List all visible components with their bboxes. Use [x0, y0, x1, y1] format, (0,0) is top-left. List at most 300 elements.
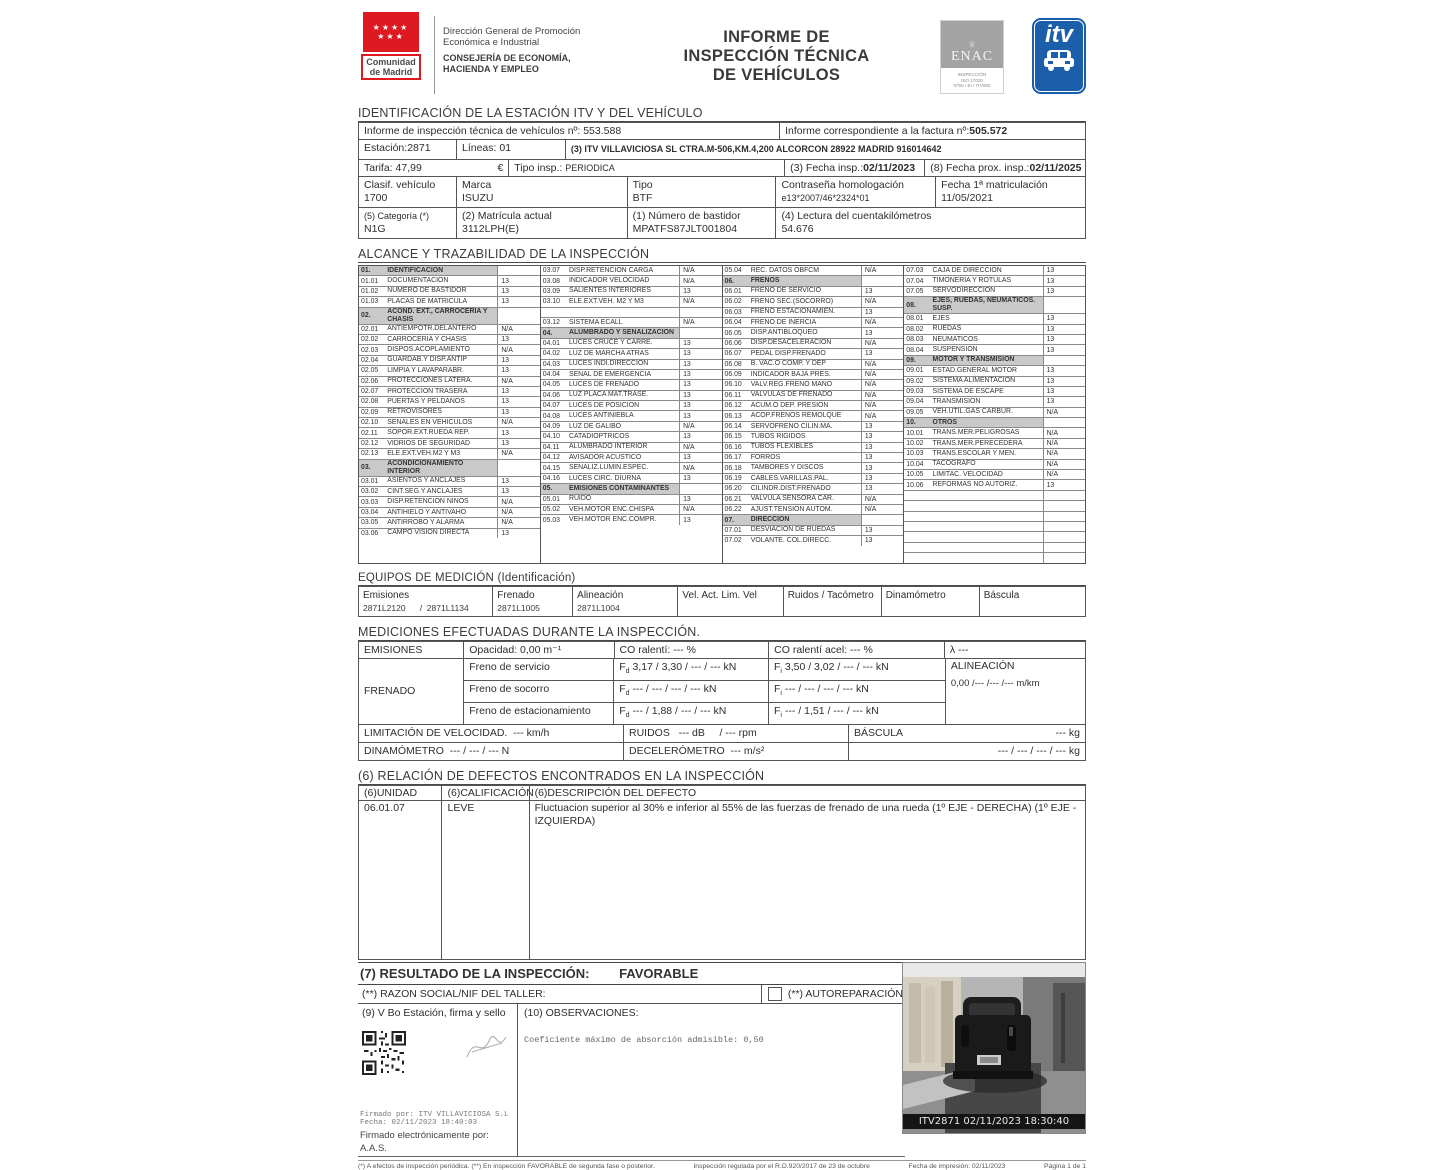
lines-label: Líneas: [462, 142, 497, 154]
item-result: N/A [497, 518, 539, 527]
alcance-item-row [904, 266, 1085, 276]
alineacion-label: ALINEACIÓN [950, 659, 1015, 672]
item-code: 01.01 [361, 277, 379, 285]
lambda-cell: λ --- [949, 643, 969, 656]
categoria-cell [359, 208, 457, 238]
co-ralenti-acel-cell: CO ralentí acel: --- % [769, 642, 945, 658]
title-line2: INSPECCIÓN TÉCNICA [683, 47, 870, 65]
item-label: LUCES DE FRENADO [568, 380, 640, 388]
equipo-value: 2871L1005 [497, 602, 540, 613]
bascula-value: --- kg [1055, 726, 1080, 739]
item-code: 08.04 [906, 346, 924, 354]
alcance-item-row [904, 335, 1085, 345]
marca-label: Marca [462, 179, 492, 191]
item-code: 08.03 [906, 336, 924, 344]
item-result: 13 [861, 536, 903, 545]
bascula2-cell: --- / --- / --- / --- kg [997, 744, 1080, 757]
item-code: 06.01 [724, 287, 742, 295]
doc-header [358, 12, 1086, 94]
clasif-cell [359, 177, 457, 207]
lines-cell [457, 140, 566, 159]
item-label: TRANS.MER.PELIGROSAS [932, 429, 1020, 437]
item-result: N/A [679, 266, 721, 275]
item-code: 06.05 [724, 329, 742, 337]
item-result: N/A [679, 297, 721, 306]
freno-fi-cell [769, 681, 945, 702]
item-label: LUCES INDI.DIRECCION [568, 360, 649, 368]
item-label: LUCES DE POSICION [568, 401, 640, 409]
item-label: CARROCERIA Y CHASIS [387, 335, 467, 343]
alcance-item-row [359, 356, 540, 366]
table-row [359, 642, 1085, 658]
equipo-emisiones-cell [359, 587, 493, 616]
item-code: 03.09 [542, 287, 560, 295]
item-code: 09.03 [906, 388, 924, 396]
item-label: DOCUMENTACION [387, 277, 449, 285]
alcance-item-row [723, 443, 904, 453]
alcance-item-row [723, 432, 904, 442]
item-result: N/A [497, 497, 539, 506]
alcance-item-row [723, 349, 904, 359]
alineacion-cell [945, 659, 1085, 724]
item-label: SISTEMA ECALL [568, 318, 623, 326]
alcance-item-row [359, 408, 540, 418]
item-code: 06.19 [724, 475, 742, 482]
equipo-dinamometro-cell [882, 587, 980, 616]
item-label: LUCES ANTINIEBLA [568, 412, 634, 420]
item-result [1043, 522, 1085, 531]
item-label: RUIDO [568, 495, 592, 503]
alcance-item-row [541, 515, 722, 524]
item-result: N/A [679, 422, 721, 431]
invoice-number-cell [780, 123, 1085, 139]
alcance-section-row [541, 328, 722, 338]
item-code: 04.09 [542, 423, 560, 431]
item-code: 09.05 [906, 408, 924, 416]
alcance-item-row [723, 526, 904, 536]
item-code: 06. [724, 277, 735, 285]
alcance-table [358, 265, 1086, 564]
item-label: ANTIEMPOTR.DELANTERO [387, 325, 477, 333]
alcance-item-row [359, 297, 540, 307]
item-label: ALUMBRADO Y SEÑALIZACIÓN [568, 329, 674, 337]
alcance-item-row [723, 380, 904, 390]
item-label: LIMITAC. VELOCIDAD [932, 470, 1003, 478]
item-result: N/A [861, 380, 903, 389]
item-code: 07.04 [906, 277, 924, 285]
header-divider [434, 16, 435, 94]
item-result [1043, 501, 1085, 510]
item-label: RETROVISORES [387, 408, 442, 416]
categoria-label: (5) Categoría (*) [364, 211, 430, 221]
alcance-item-row [541, 297, 722, 307]
alcance-column [540, 265, 723, 564]
item-code: 06.09 [724, 371, 742, 379]
firmado-fecha: Fecha: 02/11/2023 18:40:03 [360, 1119, 478, 1128]
qr-code [362, 1031, 406, 1075]
f-symbol: F [619, 704, 626, 717]
item-result: N/A [861, 297, 903, 306]
item-label: ACUM.O DEP. PRESION [750, 401, 829, 409]
alcance-item-row [359, 439, 540, 449]
contrasena-cell [776, 177, 936, 207]
item-result: 13 [861, 484, 903, 493]
fecha-prox-value: 02/11/2025 [1029, 162, 1082, 174]
alcance-item-row [359, 397, 540, 407]
item-code: 06.22 [724, 506, 742, 514]
item-label: DIRECCIÓN [750, 516, 790, 524]
item-code: 05.01 [542, 495, 560, 503]
item-code: 06.06 [724, 339, 742, 347]
item-result: 13 [1043, 387, 1085, 396]
km-label: (4) Lectura del cuentakilómetros [781, 210, 932, 222]
equipo-label: Dinamómetro [885, 589, 946, 601]
contrasena-value: e13*2007/46*2324*01 [781, 193, 870, 203]
item-result: 13 [679, 495, 721, 504]
item-result: N/A [497, 345, 539, 354]
emisiones-label: EMISIONES [359, 642, 464, 658]
f-symbol: F [619, 682, 626, 695]
resultado-section [358, 962, 1086, 1157]
item-label: PROTECCION TRASERA [387, 387, 468, 395]
item-label: SEÑALIZ.LUMIN.ESPEC. [568, 464, 649, 472]
alcance-item-row [904, 314, 1085, 324]
freno-name: Freno de socorro [464, 681, 614, 702]
alcance-item-row [904, 543, 1085, 553]
item-label: ASIENTOS Y ANCLAJES [387, 477, 466, 485]
ruidos-label: RUIDOS [628, 726, 670, 739]
alcance-item-row [723, 360, 904, 370]
fi-sub: i [780, 711, 782, 719]
item-code: 02.02 [361, 336, 379, 344]
item-label: RUEDAS [932, 325, 962, 333]
item-label: VALVULA SENSORA CAR. [750, 495, 834, 503]
tipo-cell [628, 177, 777, 207]
item-result: N/A [861, 411, 903, 420]
item-result: 13 [679, 411, 721, 420]
item-code: 01.03 [361, 298, 379, 306]
enac-sub2: ISO 17020 [961, 77, 983, 83]
item-code: 03.04 [361, 509, 379, 516]
item-code: 02.10 [361, 419, 379, 427]
item-result: 13 [497, 366, 539, 375]
item-code: 06.10 [724, 381, 742, 389]
item-code: 02.12 [361, 440, 379, 448]
item-code: 02.13 [361, 450, 379, 458]
vehicle-photo-image [903, 963, 1085, 1133]
alcance-item-row [541, 422, 722, 432]
item-code: 10.03 [906, 450, 924, 458]
item-code: 06.07 [724, 350, 742, 358]
alcance-item-row [904, 491, 1085, 501]
item-result: N/A [679, 443, 721, 452]
item-code: 03.01 [361, 477, 379, 485]
report-number-value: 553.588 [583, 125, 622, 137]
item-code: 10.06 [906, 481, 924, 489]
bastidor-cell [628, 208, 777, 238]
item-code: 04.03 [542, 360, 560, 368]
item-code: 08.02 [906, 325, 924, 333]
equipo-label: Báscula [983, 589, 1020, 601]
alcance-item-row [723, 266, 904, 276]
station-label: Estación: [364, 142, 408, 154]
table-row [359, 123, 1085, 140]
fi-sub: i [780, 667, 782, 675]
alcance-item-row [359, 518, 540, 528]
alcance-item-row [541, 308, 722, 318]
alcance-item-row [359, 508, 540, 518]
frenado-label: FRENADO [359, 659, 464, 724]
item-code: 04.06 [542, 391, 560, 399]
bastidor-value: MPATFS87JLT001804 [632, 223, 738, 235]
item-result [679, 328, 721, 337]
item-label: VEH.MOTOR ENC.CHISPA [568, 505, 655, 513]
enac-subtext [941, 68, 1003, 93]
item-code: 07.01 [724, 526, 742, 534]
tipo-insp-label: Tipo insp.: [514, 162, 563, 174]
item-label: SISTEMA DE ESCAPE [932, 387, 1004, 395]
section-title-defectos: (6) RELACIÓN DE DEFECTOS ENCONTRADOS EN LA INSPECCIÓN [358, 767, 1086, 785]
footer-fecha-impresion: Fecha de impresión: 02/11/2023 [908, 1162, 1006, 1170]
item-label: OTROS [932, 418, 957, 426]
marca-value: ISUZU [462, 192, 494, 204]
item-code: 06.08 [724, 360, 742, 368]
fecha-prox-cell [925, 160, 1085, 176]
item-result: 13 [497, 356, 539, 365]
item-label: VEH.MOTOR ENC.COMPR. [568, 516, 657, 524]
item-result: N/A [497, 325, 539, 334]
item-result: 13 [1043, 366, 1085, 375]
f-symbol: F [773, 682, 781, 695]
enac-sub1: INSPECCIÓN [957, 72, 987, 77]
madrid-logo-label [361, 54, 421, 80]
item-result: N/A [679, 505, 721, 514]
alcance-item-row [904, 345, 1085, 355]
item-label: SOPOR.EXT.RUEDA REP. [387, 429, 470, 437]
item-result: 13 [861, 328, 903, 337]
item-result: 13 [861, 308, 903, 317]
equipo-velocidad-cell [678, 587, 783, 616]
item-result [679, 308, 721, 317]
alcance-item-row [359, 276, 540, 286]
alcance-item-row [723, 401, 904, 411]
item-label: ACOP.FRENOS REMOLQUE [750, 412, 842, 420]
tipo-insp-cell [509, 160, 785, 176]
item-result: 13 [497, 335, 539, 344]
item-result: 13 [679, 287, 721, 296]
org-line1: Dirección General de Promoción Económica e Industrial [443, 26, 581, 48]
observaciones-text: Coeficiente máximo de absorción admisible: 0,50 [524, 1034, 764, 1045]
f-symbol: F [619, 660, 626, 673]
item-result [497, 460, 539, 476]
defecto-descripcion-text: Fluctuacion superior al 30% e inferior al 55% de las fuerzas de frenado de una rueda (1º EJE - DERECHA) (1º EJE - IZQUIERDA) [534, 801, 1077, 827]
item-result: 13 [861, 526, 903, 535]
item-label: ACONDICIONAMIENTO INTERIOR [387, 459, 464, 475]
item-result [861, 276, 903, 285]
item-result: N/A [861, 505, 903, 514]
item-code: 02.01 [361, 325, 379, 333]
item-result: N/A [679, 463, 721, 472]
item-label: TACOGRAFO [932, 460, 976, 468]
item-label: PUERTAS Y PELDAÑOS [387, 397, 465, 405]
item-result [1043, 532, 1085, 541]
alcance-item-row [359, 335, 540, 345]
dinamometro-row [358, 743, 1086, 761]
report-title [613, 12, 940, 85]
opacidad-cell: Opacidad: 0,00 m⁻¹ [464, 642, 614, 658]
item-label: LUCES CRUCE Y CARRE. [568, 339, 653, 347]
item-label: EJES [932, 314, 950, 322]
alcance-section-row [359, 460, 540, 477]
item-label: SERVOFRENO CILIN.MA. [750, 422, 833, 430]
alcance-item-row [359, 366, 540, 376]
item-result: N/A [861, 339, 903, 348]
item-code: 09.04 [906, 398, 924, 406]
alcance-item-row [359, 497, 540, 507]
alcance-item-row [541, 370, 722, 380]
logo-text-line2: de Madrid [369, 67, 413, 77]
item-label: AJUST.TENSION AUTOM. [750, 505, 833, 513]
alcance-item-row [904, 532, 1085, 542]
alcance-section-row [904, 356, 1085, 366]
f-symbol: F [773, 660, 781, 673]
alcance-item-row [541, 411, 722, 421]
equipo-label: Vel. Act. Lim. Vel [682, 589, 757, 601]
limitacion-value: --- km/h [513, 726, 550, 739]
alcance-section-row [723, 276, 904, 286]
alcance-section-row [904, 297, 1085, 314]
co-ralenti-cell: CO ralentí: --- % [615, 642, 770, 658]
tipo-value: BTF [632, 192, 653, 204]
freno-fd-cell [614, 681, 769, 702]
item-code: 07.05 [906, 287, 924, 295]
alcance-item-row [723, 328, 904, 338]
item-label: TRANS.ESCOLAR Y MEN. [932, 449, 1017, 457]
item-code: 03.02 [361, 488, 379, 496]
firmado-iniciales: A.A.S. [360, 1142, 387, 1154]
item-code: 10. [906, 419, 916, 427]
alcance-item-row [723, 536, 904, 545]
item-result: 13 [679, 370, 721, 379]
contrasena-label: Contraseña homologación [781, 179, 905, 191]
item-result: 13 [861, 349, 903, 358]
bascula-cell [849, 725, 1085, 742]
alcance-item-row [723, 391, 904, 401]
item-result: N/A [861, 401, 903, 410]
defecto-descripcion-header: (6)DESCRIPCIÓN DEL DEFECTO [534, 786, 697, 799]
item-result: N/A [1043, 428, 1085, 437]
alcance-item-row [904, 449, 1085, 459]
defecto-calificacion: LEVE [442, 801, 529, 959]
station-cell [359, 140, 457, 159]
equipo-value: 2871L2120 / 2871L1134 [363, 602, 469, 613]
item-result: N/A [497, 449, 539, 458]
equipo-label: Emisiones [363, 589, 410, 601]
org-line2: CONSEJERÍA DE ECONOMÍA, HACIENDA Y EMPLEO [443, 53, 571, 74]
item-label: DESVIACION DE RUEDAS [750, 526, 836, 534]
item-code: 04.15 [542, 464, 560, 472]
invoice-value: 505.572 [969, 125, 1008, 137]
alcance-item-row [359, 428, 540, 438]
item-result: 13 [1043, 480, 1085, 489]
item-code: 06.04 [724, 319, 742, 327]
emisiones-table [358, 641, 1086, 659]
section-title-alcance: ALCANCE Y TRAZABILIDAD DE LA INSPECCIÓN [358, 245, 1086, 263]
matricula-label: (2) Matrícula actual [462, 210, 552, 222]
item-code: 02.07 [361, 388, 379, 396]
alcance-item-row [904, 460, 1085, 470]
item-label: LUCES CIRC. DIURNA [568, 474, 641, 482]
item-label: TIMONERIA Y ROTULAS [932, 277, 1012, 285]
currency-euro-icon: € [497, 162, 504, 174]
matricula-cell [457, 208, 628, 238]
item-label: PROTECCIONES LATERA. [387, 377, 473, 385]
item-label: DISP.RETENCION CARGA [568, 266, 654, 274]
item-label: CINT.SEG.Y ANCLAJES [387, 487, 463, 495]
frenado-table [358, 659, 1086, 725]
alcance-section-row [723, 515, 904, 525]
tarifa-value: 47,99 [395, 162, 422, 174]
alcance-item-row [723, 370, 904, 380]
item-label: DISP.RETENCION NIÑOS [387, 498, 469, 506]
item-label: AVISADOR ACUSTICO [568, 453, 642, 461]
item-result [497, 308, 539, 324]
alcance-item-row [904, 512, 1085, 522]
item-result: 13 [1043, 287, 1085, 296]
item-result: 13 [1043, 397, 1085, 406]
item-label: B. VAC.O COMP. Y DEP [750, 360, 827, 368]
item-code: 07. [724, 516, 735, 524]
alcance-item-row [904, 522, 1085, 532]
item-label: TAMBORES Y DISCOS [750, 464, 824, 472]
item-label: SALIENTES INTERIORES [568, 287, 651, 295]
item-label: TRANS.MER.PERECEDERA [932, 439, 1023, 447]
item-label: FRENO SEC.(SOCORRO) [750, 297, 834, 305]
item-code: 04.05 [542, 381, 560, 389]
fecha-insp-value: 02/11/2023 [863, 162, 916, 174]
alcance-column [903, 265, 1086, 564]
item-label: SEÑAL DE EMERGENCIA [568, 370, 652, 378]
alcance-column [722, 265, 905, 564]
item-label: FRENOS [750, 277, 780, 285]
item-result: N/A [1043, 460, 1085, 469]
equipo-bascula-cell [980, 587, 1085, 616]
equipo-label: Frenado [497, 589, 535, 601]
defectos-body [358, 801, 1086, 960]
decelerometro-cell [624, 743, 849, 760]
item-label: GUARDAB.Y DISP.ANTIP [387, 356, 467, 364]
item-label: NUMERO DE BASTIDOR [387, 287, 467, 295]
item-result: N/A [1043, 470, 1085, 479]
limitacion-row [358, 725, 1086, 743]
section-title-identificacion: IDENTIFICACIÓN DE LA ESTACIÓN ITV Y DEL VEHÍCULO [358, 104, 1086, 122]
item-result: N/A [1043, 408, 1085, 417]
item-label: VIDRIOS DE SEGURIDAD [387, 439, 470, 447]
fd-sub: d [625, 711, 630, 719]
item-code: 04.11 [542, 443, 560, 451]
item-code: 06.16 [724, 443, 742, 451]
item-result: 13 [861, 453, 903, 462]
item-result: N/A [497, 418, 539, 427]
item-label: PLACAS DE MATRICULA [387, 297, 468, 305]
item-result: 13 [861, 474, 903, 483]
madrid-flag-icon [363, 12, 419, 52]
item-label: LUZ PLACA MAT.TRASE. [568, 391, 649, 399]
item-code: 02.05 [361, 367, 379, 375]
item-code: 06.03 [724, 308, 742, 316]
item-result: N/A [861, 391, 903, 400]
item-code: 04.04 [542, 371, 560, 379]
